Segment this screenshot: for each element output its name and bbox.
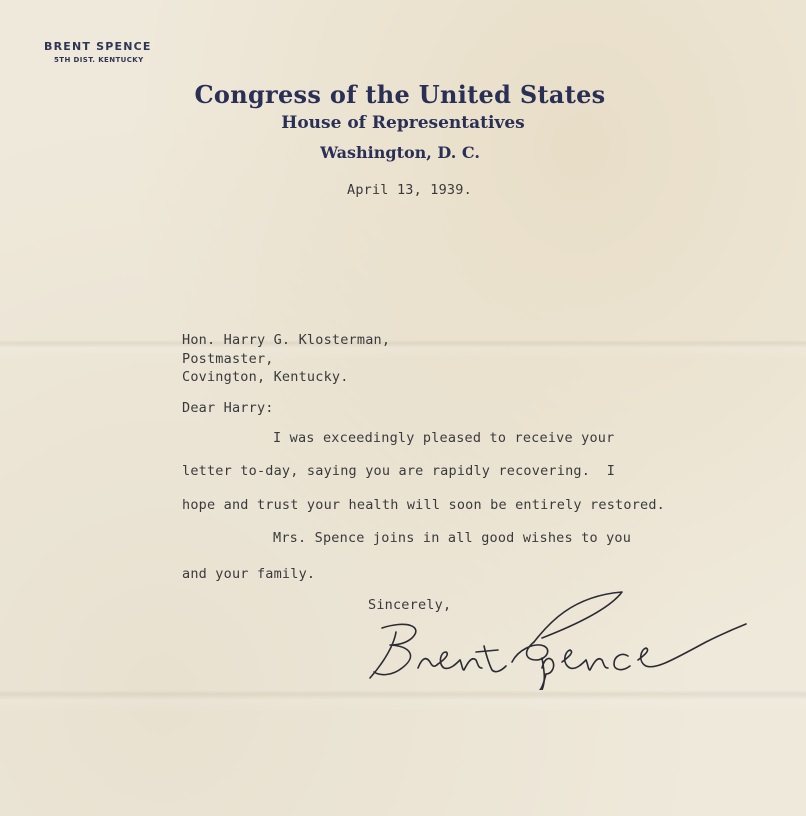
recipient-line-2: Postmaster, [182, 351, 274, 367]
handwritten-signature [366, 590, 750, 690]
letterhead-congress: Congress of the United States [194, 80, 606, 109]
body-line-1: I was exceedingly pleased to receive your [273, 430, 615, 446]
recipient-line-1: Hon. Harry G. Klosterman, [182, 332, 391, 348]
body-line-4: Mrs. Spence joins in all good wishes to you [273, 530, 632, 546]
body-line-5: and your family. [182, 566, 316, 582]
letterhead-location: Washington, D. C. [320, 143, 480, 162]
salutation: Dear Harry: [182, 400, 274, 416]
body-line-2: letter to-day, saying you are rapidly recovering. I [182, 463, 616, 479]
sender-name: BRENT SPENCE [44, 40, 152, 53]
body-line-3: hope and trust your health will soon be entirely restored. [182, 497, 666, 513]
sender-district: 5TH DIST. KENTUCKY [54, 56, 144, 64]
closing: Sincerely, [368, 597, 452, 613]
letterhead-house: House of Representatives [281, 113, 525, 133]
letter-date: April 13, 1939. [347, 182, 472, 198]
recipient-line-3: Covington, Kentucky. [182, 369, 349, 385]
